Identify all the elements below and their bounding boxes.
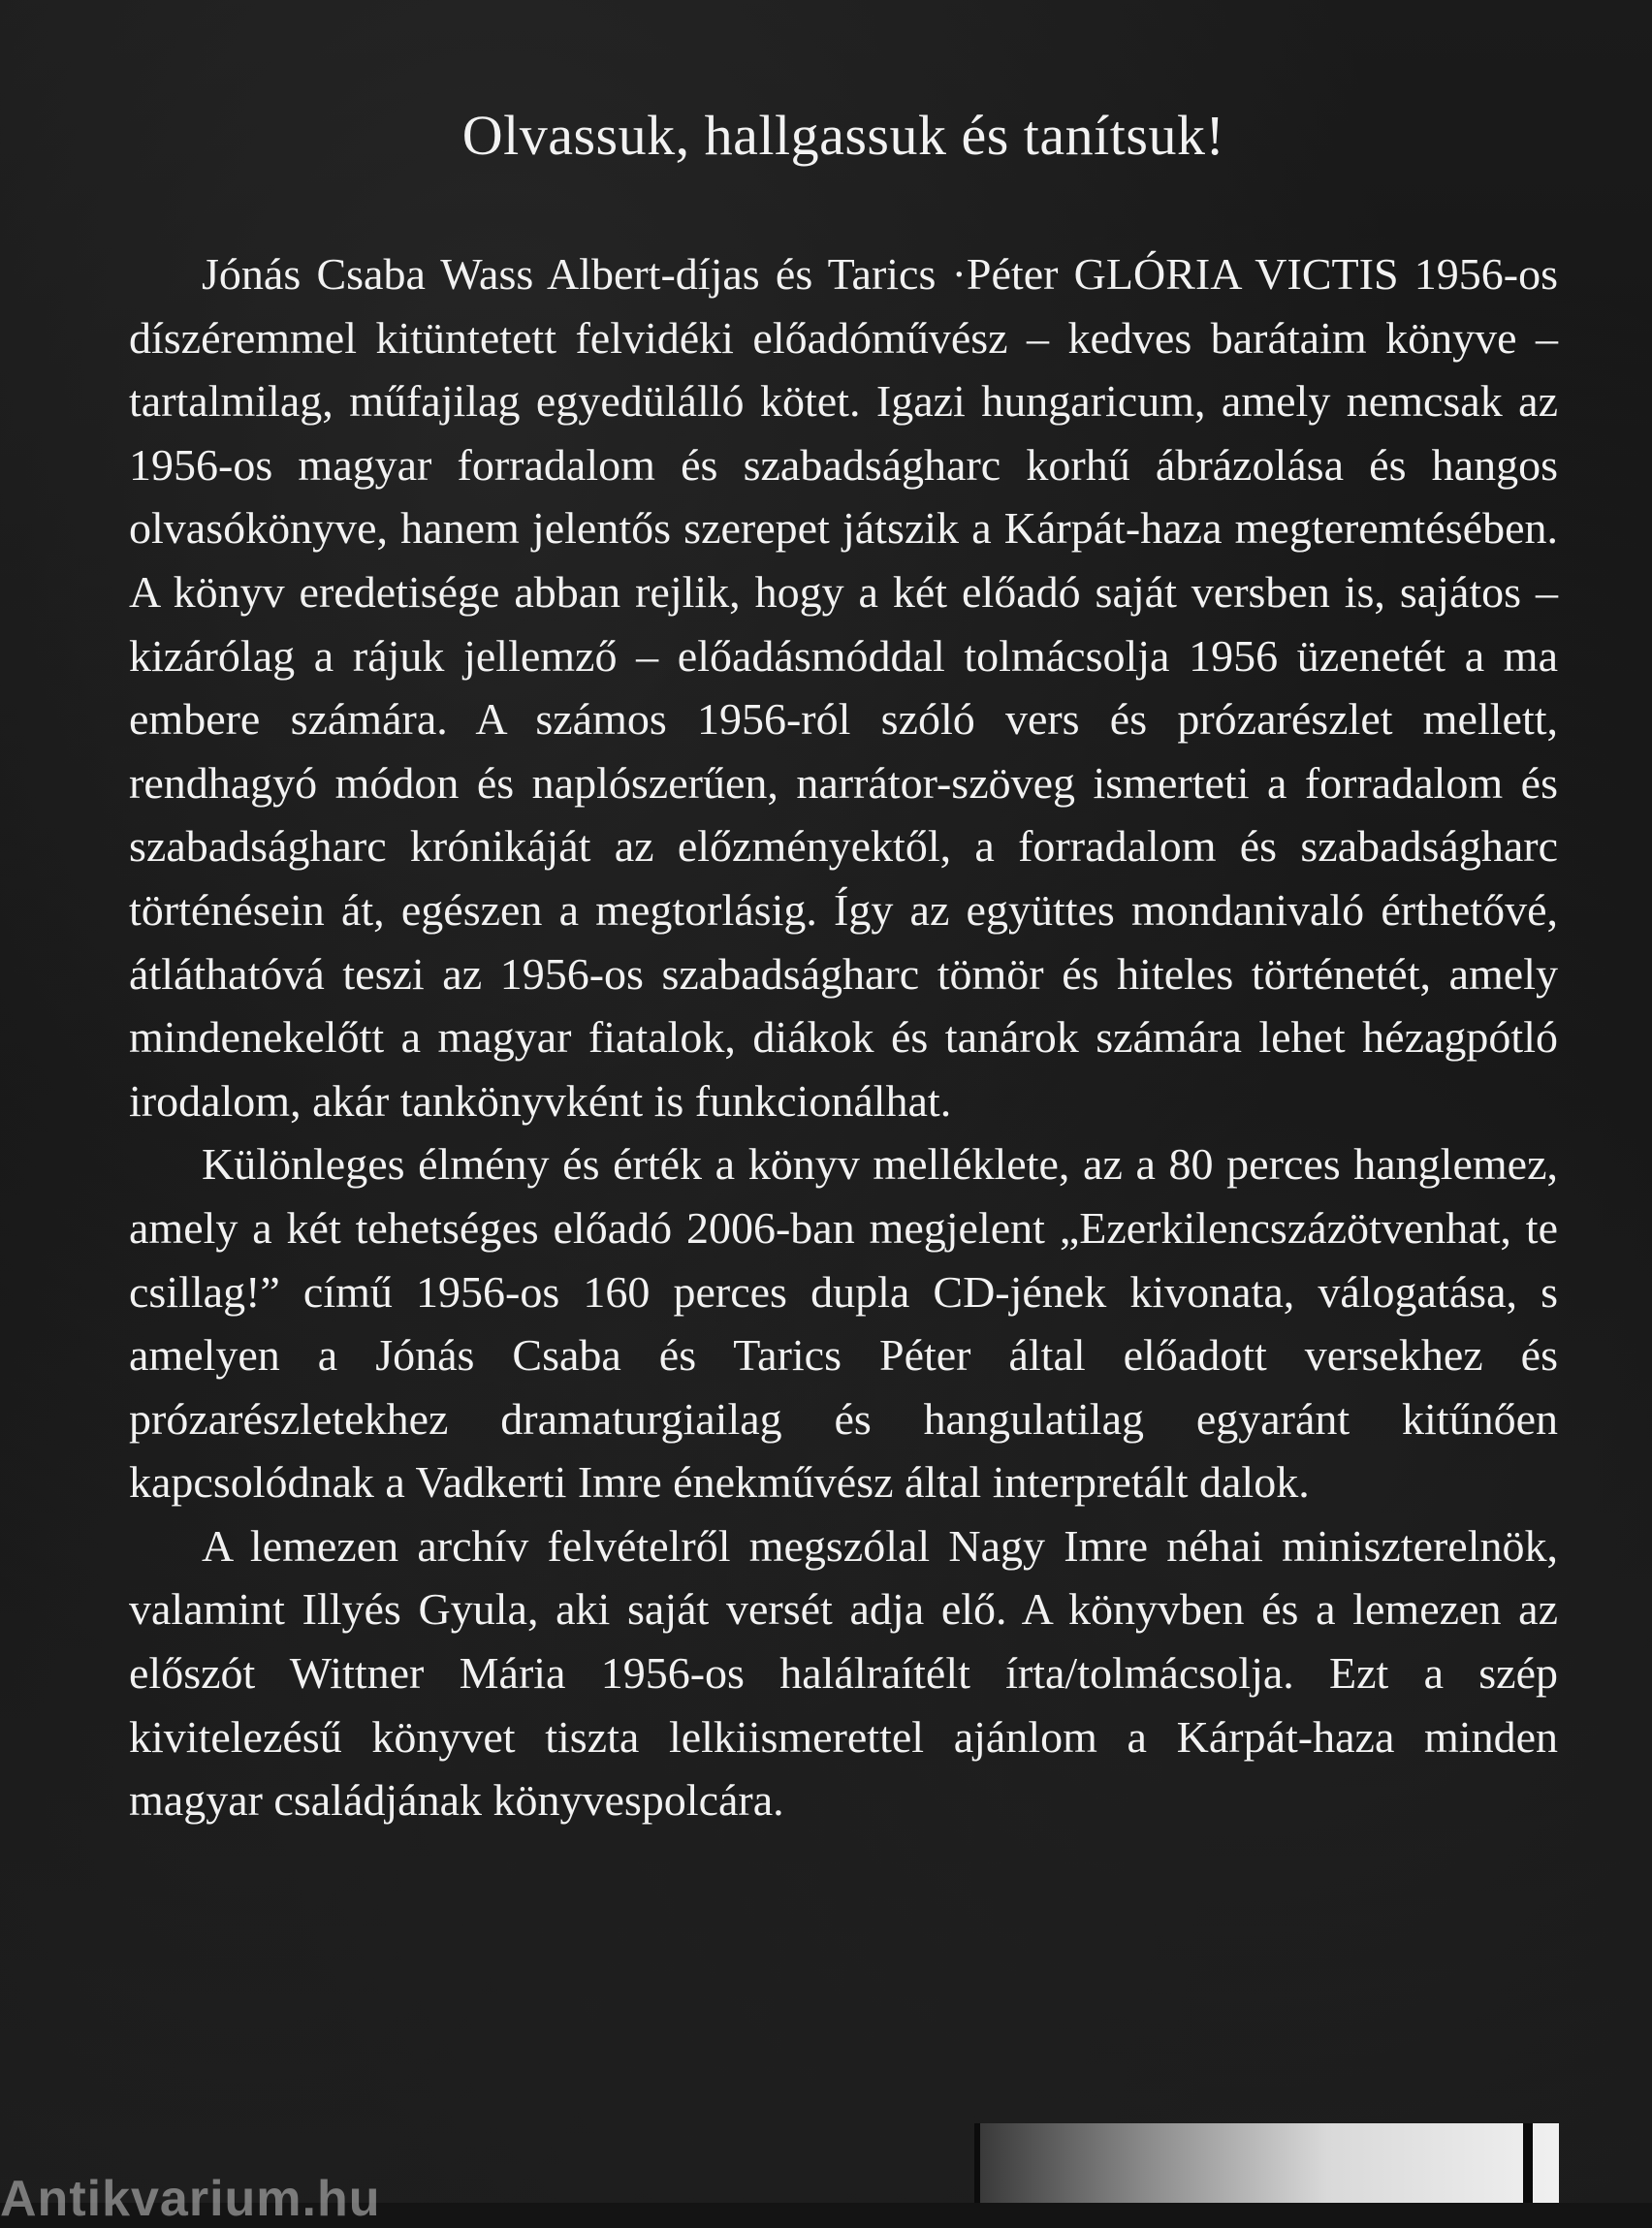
text-block	[129, 97, 1558, 1832]
watermark-logo: Antikvarium.hu	[0, 2171, 381, 2227]
paragraph-2: Különleges élmény és érték a könyv melléklete, az a 80 perces hanglemez, amely a két tehetséges előadó 2006-ban megjelent „Ezerkilencszázötvenhat, te csillag!” című 1956-os 160 perces dupla CD-jének kivonata, válogatása, s amelyen a Jónás Csaba és Tarics Péter által előadott versekhez és prózarészletekhez dramaturgiailag és hangulatilag egyaránt kitűnően kapcsolódnak a Vadkerti Imre énekművész által interpretált dalok.	[129, 1139, 1558, 1508]
page-title: Olvassuk, hallgassuk és tanítsuk!	[461, 104, 1225, 167]
paragraph-3: A lemezen archív felvételről megszólal Nagy Imre néhai miniszterelnök, valamint Illyés Gyula, aki saját versét adja elő. A könyvben és a lemezen az előszót Wittner Mária 1956-os halálraítélt írta/tolmácsolja. Ezt a szép kivitelezésű könyvet tiszta lelkiismerettel ajánlom a Kárpát-haza minden magyar családjának könyvespolcára.	[129, 1520, 1558, 1826]
photo-fragment	[974, 2123, 1559, 2203]
paragraph-1: Jónás Csaba Wass Albert-díjas és Tarics ·Péter GLÓRIA VICTIS 1956-os díszéremmel kitüntetett felvidéki előadóművész – kedves barátaim könyve – tartalmilag, műfajilag egyedülálló kötet. Igazi hungaricum, amely nemcsak az 1956-os magyar forradalom és szabadságharc korhű ábrázolása és hangos olvasókönyve, hanem jelentős szerepet játszik a Kárpát-haza megteremtésében. A könyv eredetisége abban rejlik, hogy a két előadó saját versben is, sajátos – kizárólag a rájuk jellemző – előadásmóddal tolmácsolja 1956 üzenetét a ma embere számára. A számos 1956-ról szóló vers és prózarészlet mellett, rendhagyó módon és naplószerűen, narrátor-szöveg ismerteti a forradalom és szabadságharc krónikáját az előzményektől, a forradalom és szabadságharc történésein át, egészen a megtorlásig. Így az együttes mondanivaló érthetővé, átláthatóvá teszi az 1956-os szabadságharc tömör és hiteles történetét, amely mindenekelőtt a magyar fiatalok, diákok és tanárok számára lehet hézagpótló irodalom, akár tankönyvként is funkcionálhat.	[129, 249, 1558, 1126]
photo-border	[1523, 2123, 1533, 2203]
